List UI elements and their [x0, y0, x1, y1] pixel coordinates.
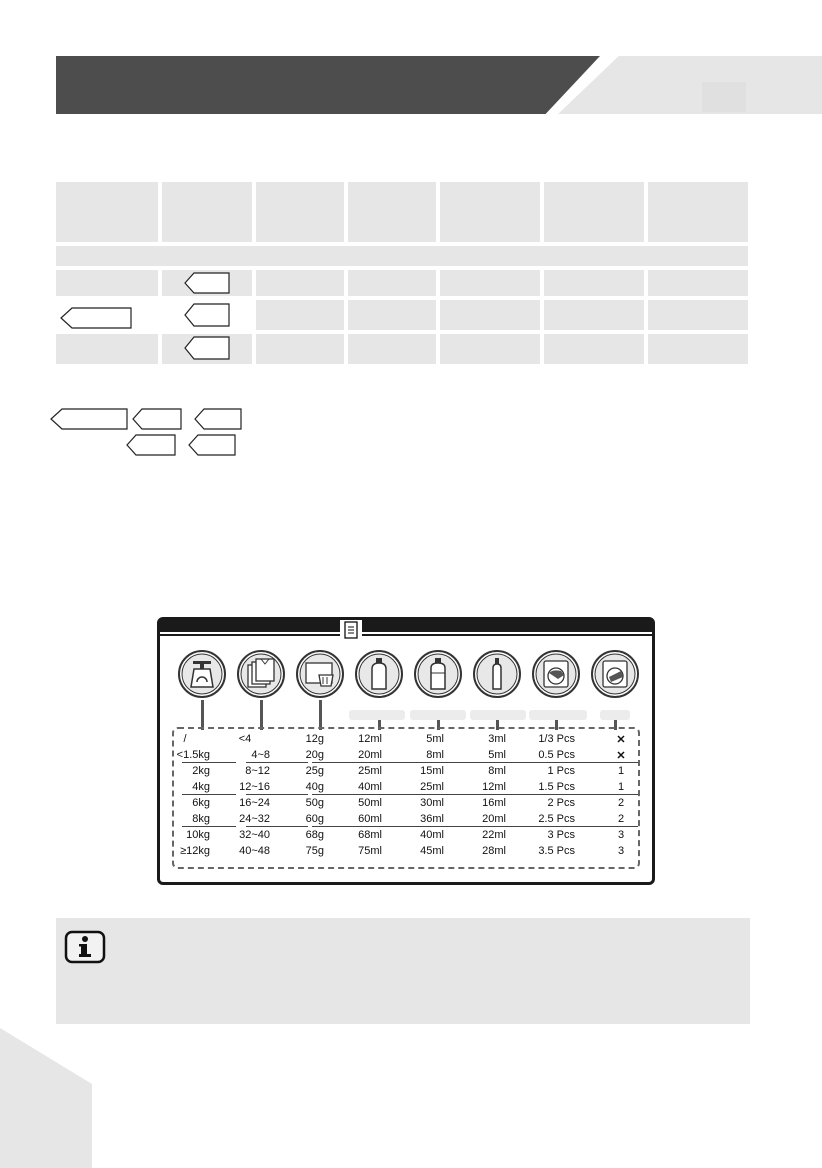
dosage-cell: 1.5 Pcs	[538, 781, 575, 793]
dosage-cell: 15ml	[420, 765, 444, 777]
dosage-cell: 50g	[305, 797, 324, 809]
dosage-cell: 40~48	[239, 845, 270, 857]
dosage-row	[172, 827, 640, 843]
table-cell	[348, 300, 436, 330]
dosage-cell: 22ml	[482, 829, 506, 841]
label-pill	[349, 710, 405, 720]
dosage-cell: 25ml	[358, 765, 382, 777]
dosage-cell: 4kg	[192, 781, 210, 793]
table-cell	[440, 334, 540, 364]
page-tab-banner	[558, 56, 822, 114]
table-cell	[648, 270, 748, 296]
dosage-cell: ≥12kg	[180, 845, 210, 857]
table-cell	[648, 334, 748, 364]
row-separator	[182, 826, 236, 827]
table-cell	[348, 270, 436, 296]
dosage-cell: 12ml	[482, 781, 506, 793]
dosage-cell: 4~8	[251, 749, 270, 761]
dosage-cell: 3	[617, 829, 625, 841]
table-cell	[544, 334, 644, 364]
arrow-tag-icon	[184, 303, 230, 327]
softener-bottle-icon	[472, 649, 522, 699]
dosage-cell: 3ml	[488, 733, 506, 745]
dosage-cell: 5ml	[488, 749, 506, 761]
table-cell	[256, 300, 344, 330]
dosage-cell: 36ml	[420, 813, 444, 825]
dosage-cell: 60g	[305, 813, 324, 825]
arrow-tag-icon	[184, 336, 230, 360]
row-separator	[312, 794, 638, 795]
dosage-cell: 2kg	[192, 765, 210, 777]
dosage-row	[172, 779, 640, 795]
row-separator	[182, 762, 236, 763]
dosage-row	[172, 731, 640, 747]
dosage-cell: ✕	[616, 734, 626, 746]
dosage-cell: 40ml	[358, 781, 382, 793]
dosage-cell: 1/3 Pcs	[538, 733, 575, 745]
dosage-cell: 12~16	[239, 781, 270, 793]
concentrate-bottle-icon	[413, 649, 463, 699]
label-pill	[600, 710, 630, 720]
row-separator	[246, 826, 308, 827]
table-cell	[348, 334, 436, 364]
dosage-cell: 25ml	[420, 781, 444, 793]
table-header-cell	[162, 182, 252, 242]
program-table	[56, 182, 748, 364]
dosage-cell: /	[183, 733, 187, 745]
dosage-cell: 1 Pcs	[547, 765, 575, 777]
dosage-cell: 25g	[305, 765, 324, 777]
dosage-cell: 8~12	[245, 765, 270, 777]
row-separator	[246, 794, 308, 795]
page-number-box	[702, 82, 746, 112]
dosage-row	[172, 795, 640, 811]
row-separator	[312, 826, 638, 827]
table-header-cell	[648, 182, 748, 242]
dosage-cell: 16ml	[482, 797, 506, 809]
table-cell	[56, 334, 158, 364]
dosage-cell: 20g	[305, 749, 324, 761]
dosage-cell: 2	[617, 813, 625, 825]
dosage-cell: 1	[617, 781, 625, 793]
table-header-cell	[56, 182, 158, 242]
capsule-drum-icon	[531, 649, 581, 699]
arrow-tag-icon	[184, 272, 230, 294]
dosage-cell: 3 Pcs	[547, 829, 575, 841]
arrow-tag-icon	[188, 434, 236, 456]
dosage-cell: 40g	[305, 781, 324, 793]
dosage-cell: 8ml	[426, 749, 444, 761]
dosage-row	[172, 811, 640, 827]
dosage-cell: 45ml	[420, 845, 444, 857]
dosage-cell: 3	[617, 845, 625, 857]
column-connector	[201, 700, 204, 730]
dosage-cell: 75g	[305, 845, 324, 857]
dosage-cell: 6kg	[192, 797, 210, 809]
label-pill	[529, 710, 587, 720]
dosage-cell: 1	[617, 765, 625, 777]
dosage-cell: 2.5 Pcs	[538, 813, 575, 825]
dosage-cell: 2	[617, 797, 625, 809]
tablet-drum-icon	[590, 649, 640, 699]
table-cell	[440, 270, 540, 296]
arrow-tag-icon	[126, 434, 176, 456]
dosage-cell: 8ml	[488, 765, 506, 777]
page-corner-decoration	[0, 1028, 92, 1168]
table-cell	[648, 300, 748, 330]
dosage-cell: <4	[238, 733, 252, 745]
table-header-cell	[440, 182, 540, 242]
table-span-row	[56, 246, 748, 266]
dosage-cell: 68g	[305, 829, 324, 841]
dosage-cell: 12ml	[358, 733, 382, 745]
document-icon	[340, 620, 362, 640]
table-cell	[256, 334, 344, 364]
info-note-box	[56, 918, 750, 1024]
table-header-cell	[348, 182, 436, 242]
dosage-cell: 10kg	[186, 829, 210, 841]
arrow-tag-icon	[132, 408, 182, 430]
table-cell	[544, 300, 644, 330]
panel-top-bar	[160, 620, 652, 632]
dosage-cell: 20ml	[482, 813, 506, 825]
dosage-cell: 12g	[305, 733, 324, 745]
table-header-cell	[544, 182, 644, 242]
dosage-cell: 2 Pcs	[547, 797, 575, 809]
dosage-cell: 60ml	[358, 813, 382, 825]
dosage-cell: 50ml	[358, 797, 382, 809]
dosage-cell: 68ml	[358, 829, 382, 841]
dosage-cell: 3.5 Pcs	[538, 845, 575, 857]
dosage-cell: 24~32	[239, 813, 270, 825]
arrow-tag-icon	[194, 408, 242, 430]
clothes-icon	[236, 649, 286, 699]
dosage-cell: 32~40	[239, 829, 270, 841]
dosage-cell: 8kg	[192, 813, 210, 825]
powder-basket-icon	[295, 649, 345, 699]
row-separator	[246, 762, 308, 763]
row-separator	[312, 762, 638, 763]
column-connector	[260, 700, 263, 730]
dosage-cell: 16~24	[239, 797, 270, 809]
table-cell	[256, 270, 344, 296]
dosage-row	[172, 763, 640, 779]
liquid-bottle-icon	[354, 649, 404, 699]
detergent-dosage-panel	[157, 617, 655, 885]
dosage-cell: 28ml	[482, 845, 506, 857]
section-header-banner	[56, 56, 600, 114]
dosage-cell: 40ml	[420, 829, 444, 841]
dosage-cell: 75ml	[358, 845, 382, 857]
label-pill	[410, 710, 466, 720]
label-pill	[470, 710, 526, 720]
info-icon	[64, 930, 106, 964]
dosage-cell: 0.5 Pcs	[538, 749, 575, 761]
row-separator	[182, 794, 236, 795]
dosage-cell: <1.5kg	[176, 749, 210, 761]
table-cell	[440, 300, 540, 330]
table-header-cell	[256, 182, 344, 242]
arrow-tag-icon	[50, 408, 128, 430]
dosage-row	[172, 747, 640, 763]
table-cell	[544, 270, 644, 296]
scale-icon	[177, 649, 227, 699]
dosage-row	[172, 843, 640, 859]
dosage-cell: 20ml	[358, 749, 382, 761]
arrow-tag-icon	[60, 307, 132, 329]
dosage-cell: 30ml	[420, 797, 444, 809]
dosage-cell: 5ml	[426, 733, 444, 745]
column-connector	[319, 700, 322, 730]
table-cell	[56, 270, 158, 296]
panel-top-line	[160, 634, 652, 636]
dosage-cell: ✕	[616, 750, 626, 762]
